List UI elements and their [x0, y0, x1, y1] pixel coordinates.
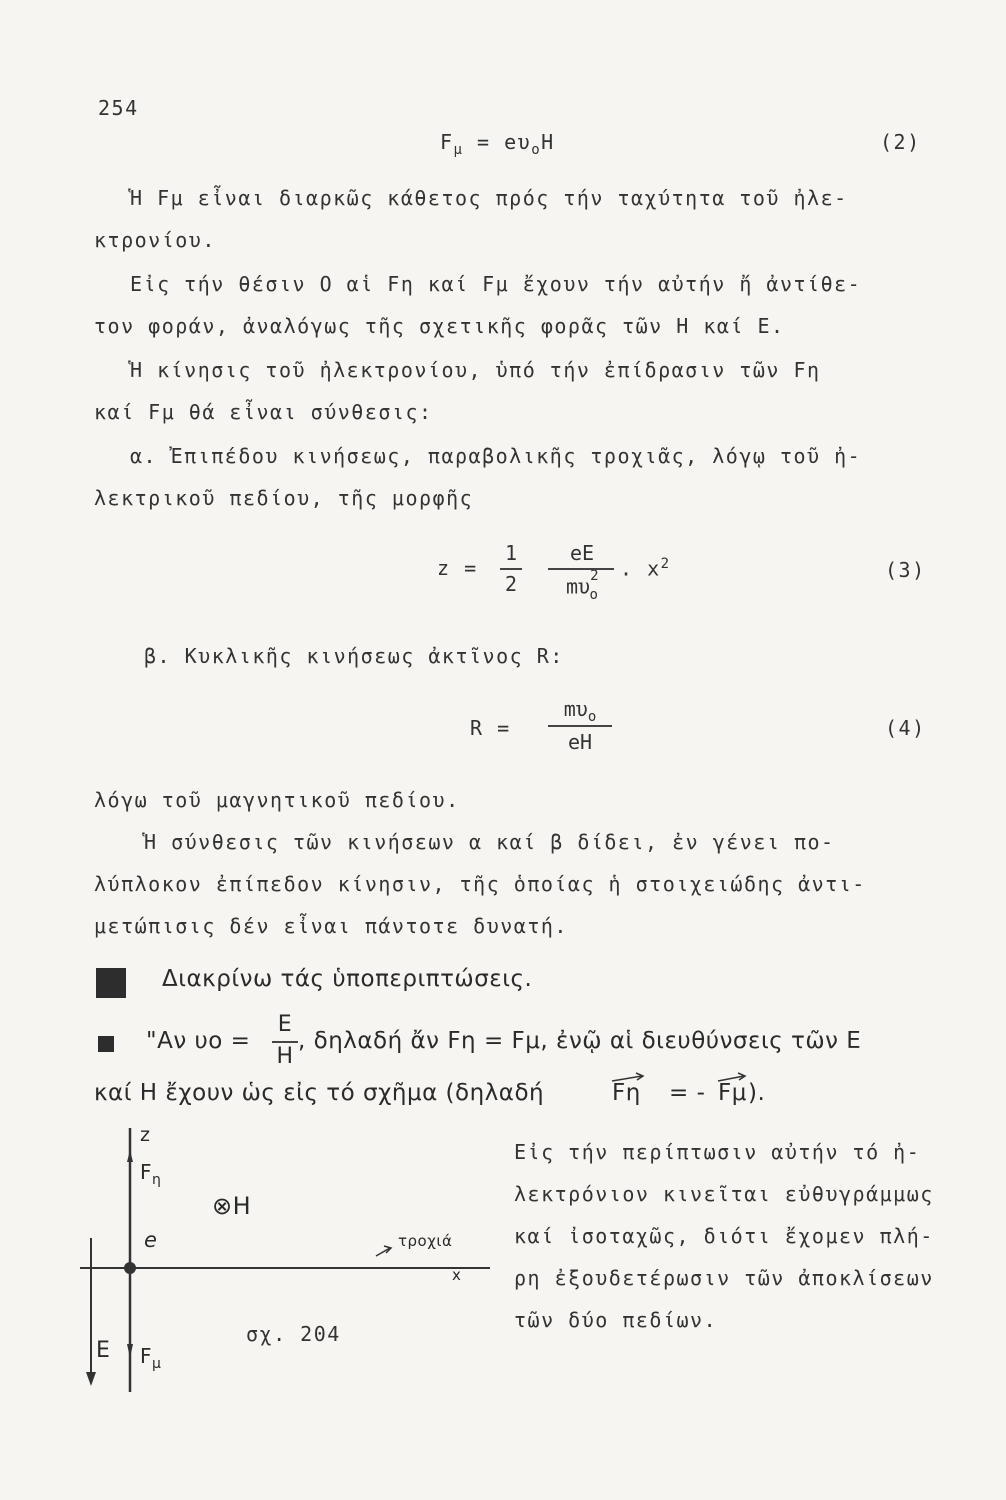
equation-2: $F_\mu = e\upsilon_oH$	[440, 130, 555, 158]
figure-z-label: z	[140, 1124, 151, 1146]
page-number: 254	[98, 96, 139, 120]
side-text-line-4: ρη ἐξουδετέρωσιν τῶν ἀποκλίσεων	[514, 1266, 934, 1290]
side-text-line-5: τῶν δύο πεδίων.	[514, 1308, 718, 1332]
equation-2-number: (2)	[880, 130, 921, 154]
side-text-line-2: λεκτρόνιον κινεῖται εὐθυγράμμως	[514, 1182, 934, 1206]
figure-trajectory-label: τροχιά	[398, 1232, 453, 1250]
figure-electron-label: e	[144, 1228, 158, 1252]
figure-e-field-label: E	[96, 1338, 111, 1363]
paragraph-3-line-1: Ἡ κίνησις τοῦ ἠλεκτρονίου, ὑπό τήν ἐπίδρασιν τῶν Fη	[130, 358, 821, 382]
equation-3-number: (3)	[885, 558, 926, 582]
figure-caption: σχ. 204	[246, 1322, 341, 1346]
paragraph-2-line-2: τον φοράν, ἀναλόγως τῆς σχετικῆς φορᾶς τῶν Η καί Ε.	[94, 314, 785, 338]
figure-f-mu-label: $F_\mu$	[140, 1344, 162, 1372]
figure-h-field-label: ⊗H	[212, 1192, 252, 1220]
paragraph-5-line-2: λύπλοκον ἐπίπεδον κίνησιν, τῆς ὁποίας ἡ στοιχειώδης ἀντι-	[94, 872, 866, 896]
paragraph-3-line-2: καί Fμ θά εἶναι σύνθεσις:	[94, 400, 433, 424]
equation-4-number: (4)	[885, 716, 926, 740]
paragraph-1-line-1: Ἡ Fμ εἶναι διαρκῶς κάθετος πρός τήν ταχύτητα τοῦ ἠλε-	[130, 186, 848, 210]
figure-x-label: x	[452, 1266, 462, 1284]
handwritten-heading: Διακρίνω τάς ὑποπεριπτώσεις.	[162, 966, 533, 992]
paragraph-5-line-3: μετώπισις δέν εἶναι πάντοτε δυνατή.	[94, 914, 568, 938]
paragraph-1-line-2: κτρονίου.	[94, 228, 216, 252]
item-a-line-1: α. Ἐπιπέδου κινήσεως, παραβολικῆς τροχιᾶς, λόγῳ τοῦ ἠ-	[130, 444, 862, 468]
bullet-square-large	[96, 968, 126, 998]
side-text-line-3: καί ἰσοταχῶς, διότι ἔχομεν πλή-	[514, 1224, 934, 1248]
bullet-square-small	[98, 1036, 114, 1052]
side-text-line-1: Εἰς τήν περίπτωσιν αὐτήν τό ἠ-	[514, 1140, 921, 1164]
paragraph-5-line-1: Ἡ σύνθεσις τῶν κινήσεων α καί β δίδει, ἐν γένει πο-	[144, 830, 835, 854]
item-b: β. Κυκλικῆς κινήσεως ἀκτῖνος R:	[144, 644, 564, 668]
paragraph-4: λόγω τοῦ μαγνητικοῦ πεδίου.	[94, 788, 460, 812]
item-a-line-2: λεκτρικοῦ πεδίου, τῆς μορφῆς	[94, 486, 474, 510]
paragraph-2-line-1: Εἰς τήν θέσιν Ο αἱ Fη καί Fμ ἔχουν τήν αὐτήν ἤ ἀντίθε-	[130, 272, 862, 296]
figure-f-eta-label: $F_\eta$	[140, 1160, 162, 1188]
